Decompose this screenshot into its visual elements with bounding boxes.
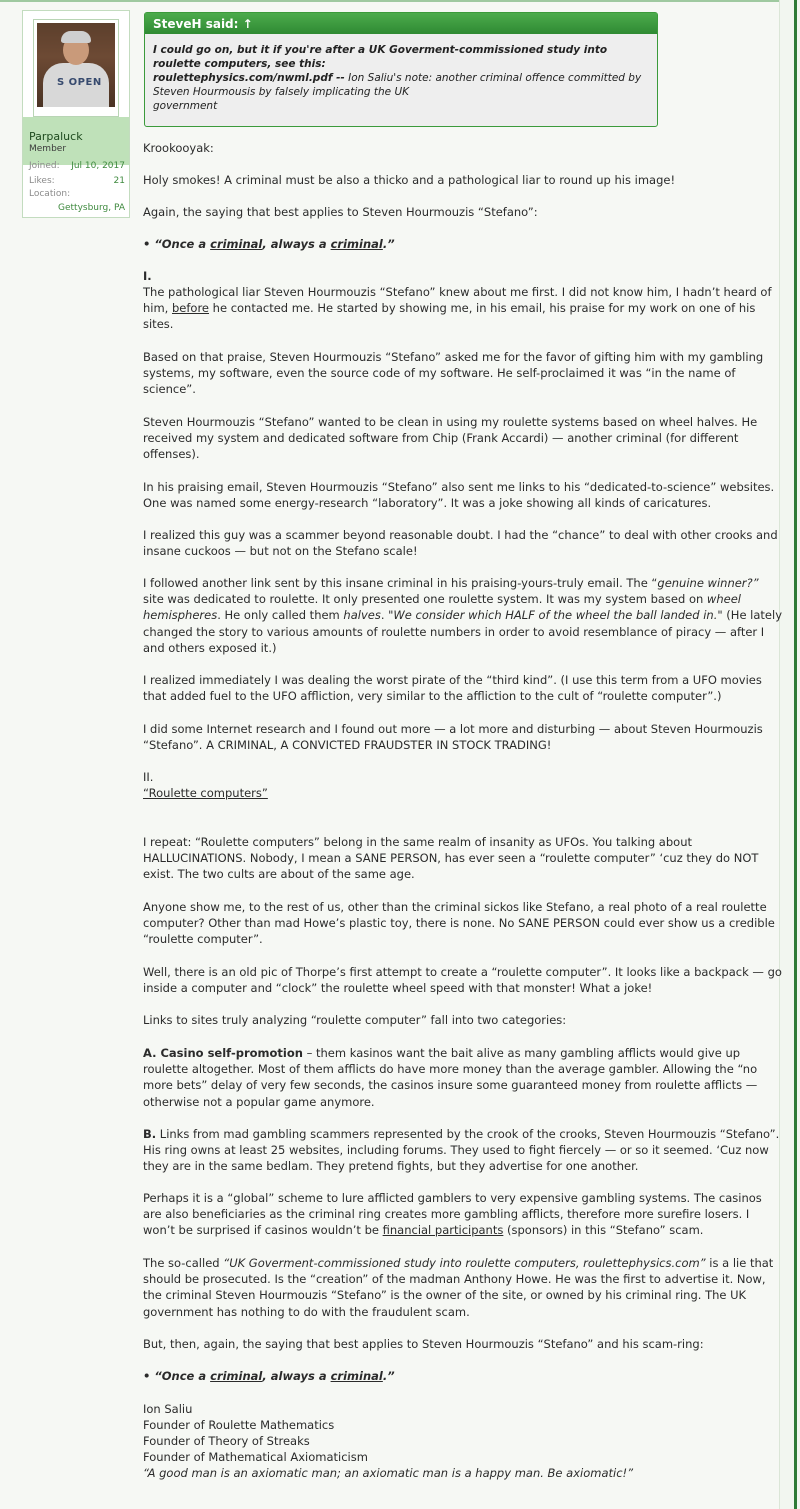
criminal-link[interactable]: criminal bbox=[210, 237, 263, 251]
text: Perhaps it is a “global” scheme to lure afflicted gamblers to very expensive gambling systems. The casinos are also beneficiaries as the criminal ring creates more gambling afflicts, therefore more surefire losers. I won’t be surprised if casinos wouldn’t be bbox=[143, 1191, 762, 1238]
joined-label: Joined: bbox=[29, 161, 60, 171]
joined-row bbox=[29, 161, 125, 171]
likes-label: Likes: bbox=[29, 176, 55, 186]
text: is a lie that should be prosecuted. Is the “creation” of the madman Anthony Howe. He was the first to advertise it. Now, the criminal Steven Hourmouzis “Stefano” is the owner of the site, or owned by his criminal ring. The UK government has nothing to do with the fraudulent scam. bbox=[143, 1256, 774, 1319]
quote-line-1: I could go on, but it if you're after a UK Goverment-commissioned study into bbox=[153, 44, 608, 56]
location-value[interactable]: Gettysburg, PA bbox=[58, 203, 125, 213]
motto-2 bbox=[143, 1368, 783, 1384]
roulette-computers-link[interactable]: “Roulette computers” bbox=[143, 786, 268, 800]
text: The so-called bbox=[143, 1256, 224, 1270]
text: B. bbox=[143, 1127, 157, 1141]
text: – them kasinos want the bait alive as many gambling afflicts would give up roulette altogether. Most of them afflicts do have more money than the average gambler. Allowing the “no more bets” delay of very few seconds, the casinos insure some guaranteed money from roulette afflicts — otherwise not a popular game anymore. bbox=[143, 1046, 758, 1109]
text: genuine winner?” bbox=[657, 576, 759, 590]
avatar-cap bbox=[61, 31, 91, 43]
quote-link[interactable]: roulettephysics.com/nwml.pdf -- bbox=[153, 72, 345, 84]
motto-text: .” bbox=[382, 1369, 395, 1383]
signature-line-2: Founder of Theory of Streaks bbox=[143, 1434, 310, 1448]
text: Links from mad gambling scammers represented by the crook of the crooks, Steven Hourmouzis “Stefano”. His ring owns at least 25 websites, including forums. They used to fight fiercely — or so it seemed. ‘Cuz now they are in the same bedlam. They pretend fights, but they advertise for one another. bbox=[143, 1127, 780, 1174]
text: “UK Goverment-commissioned study into roulette computers, roulettephysics.com” bbox=[223, 1256, 706, 1270]
paragraph-16 bbox=[143, 1255, 783, 1320]
text: (sponsors) in this “Stefano” scam. bbox=[503, 1223, 704, 1238]
motto-text: “Once a bbox=[154, 237, 211, 251]
section-one-heading: I. bbox=[143, 269, 152, 283]
text: . He only called them bbox=[217, 608, 344, 623]
username-link[interactable]: Parpaluck bbox=[29, 130, 83, 143]
bullet: • bbox=[143, 237, 155, 251]
paragraph-holy: Holy smokes! A criminal must be also a thicko and a pathological liar to round up his image! bbox=[143, 173, 676, 187]
quote-note-2: Steven Hourmousis by falsely implicating the UK bbox=[153, 86, 410, 98]
page-edge-stripe bbox=[794, 0, 797, 1509]
criminal-link[interactable]: criminal bbox=[330, 237, 383, 251]
paragraph-15 bbox=[143, 1190, 783, 1239]
paragraph-6 bbox=[143, 575, 783, 656]
user-title: Member bbox=[29, 144, 67, 154]
text: halves bbox=[343, 608, 381, 623]
before-link[interactable]: before bbox=[172, 301, 210, 316]
quote-body bbox=[145, 34, 657, 113]
avatar-shirt-text: S OPEN bbox=[57, 77, 102, 88]
motto-text: “Once a bbox=[154, 1369, 211, 1383]
signature-line-3: Founder of Mathematical Axiomaticism bbox=[143, 1450, 368, 1464]
text: "We consider which HALF of the wheel the ball landed in." bbox=[388, 608, 723, 623]
likes-row bbox=[29, 176, 125, 186]
greeting: Krookooyak: bbox=[143, 141, 214, 155]
bullet: • bbox=[143, 1369, 155, 1383]
section-two-heading: II. bbox=[143, 770, 154, 784]
text: site was dedicated to roulette. It only presented one roulette system. It was my system based on bbox=[143, 592, 707, 607]
paragraph-5: I realized this guy was a scammer beyond reasonable doubt. I had the “chance” to deal with other crooks and insane cuckoos — but not on the Stefano scale! bbox=[143, 528, 778, 559]
financial-participants-link[interactable]: financial participants bbox=[382, 1223, 504, 1238]
paragraph-10: Anyone show me, to the rest of us, other than the criminal sickos like Stefano, a real photo of a real roulette computer? Other than mad Howe’s plastic toy, there is none. No SANE PERSON could ever show us a credible “roulette computer”. bbox=[143, 900, 775, 947]
paragraph-7: I realized immediately I was dealing the worst pirate of the “third kind”. (I use this term from a UFO movies that added fuel to the UFO affliction, very similar to the affliction to the cult of “roulette computer”.) bbox=[143, 673, 762, 704]
motto-1 bbox=[143, 236, 783, 252]
text: (He lately changed the story to various amounts of roulette numbers in order to avoid resemblance of piracy — after I and others exposed it.) bbox=[143, 608, 783, 655]
motto-text: , always a bbox=[262, 1369, 331, 1383]
quote-note-1: Ion Saliu's note: another criminal offence committed by bbox=[344, 72, 642, 84]
text: The pathological liar Steven Hourmouzis “Stefano” knew about me first. I did not know him, I hadn’t heard of him, bbox=[143, 285, 772, 316]
avatar-frame[interactable] bbox=[33, 19, 119, 117]
signature-quote: “A good man is an axiomatic man; an axiomatic man is a happy man. Be axiomatic!” bbox=[143, 1466, 634, 1480]
quote-author-link[interactable]: SteveH said: ↑ bbox=[145, 13, 657, 34]
quote-line-3 bbox=[153, 71, 649, 85]
text: wheel hemispheres bbox=[143, 592, 741, 623]
top-divider bbox=[0, 0, 780, 2]
signature-name: Ion Saliu bbox=[143, 1402, 193, 1416]
avatar[interactable] bbox=[37, 23, 115, 107]
quote-line-2: roulette computers, see this: bbox=[153, 58, 326, 70]
text: . bbox=[380, 608, 389, 623]
text: he contacted me. He started by showing me, in his email, his praise for my work on one of his sites. bbox=[143, 301, 756, 332]
user-name-band bbox=[23, 117, 129, 165]
paragraph-12: Links to sites truly analyzing “roulette computer” fall into two categories: bbox=[143, 1013, 567, 1027]
location-label: Location: bbox=[29, 189, 71, 199]
paragraph-11: Well, there is an old pic of Thorpe’s first attempt to create a “roulette computer”. It looks like a backpack — go inside a computer and “clock” the roulette wheel speed with that monster! What a joke! bbox=[143, 965, 782, 996]
likes-value[interactable]: 21 bbox=[113, 176, 125, 186]
quote-block bbox=[144, 12, 658, 127]
user-info-panel bbox=[22, 10, 130, 218]
motto-text: , always a bbox=[262, 237, 331, 251]
paragraph-again: Again, the saying that best applies to Steven Hourmouzis “Stefano”: bbox=[143, 205, 538, 219]
paragraph-8: I did some Internet research and I found out more — a lot more and disturbing — about Steven Hourmouzis “Stefano”. A CRIMINAL, A CONVICTED FRAUDSTER IN STOCK TRADING! bbox=[143, 722, 763, 753]
criminal-link[interactable]: criminal bbox=[330, 1369, 383, 1383]
signature-line-1: Founder of Roulette Mathematics bbox=[143, 1418, 335, 1432]
location-row bbox=[29, 189, 125, 199]
paragraph-1 bbox=[143, 284, 783, 333]
joined-value: Jul 10, 2017 bbox=[71, 161, 125, 171]
text: A. Casino self-promotion bbox=[143, 1046, 303, 1060]
paragraph-14 bbox=[143, 1126, 783, 1175]
paragraph-13 bbox=[143, 1045, 783, 1110]
text: I followed another link sent by this insane criminal in his praising-yours-truly email. The “ bbox=[143, 576, 658, 590]
motto-text: .” bbox=[382, 237, 395, 251]
paragraph-4: In his praising email, Steven Hourmouzis “Stefano” also sent me links to his “dedicated-to-science” websites. One was named some energy-research “laboratory”. It was a joke showing all kinds of caricatures. bbox=[143, 480, 775, 511]
paragraph-9: I repeat: “Roulette computers” belong in the same realm of insanity as UFOs. You talking about HALLUCINATIONS. Nobody, I mean a SANE PERSON, has ever seen a “roulette computer” ‘cuz they do NOT exist. The two cults are about of the same age. bbox=[143, 835, 759, 882]
paragraph-17: But, then, again, the saying that best applies to Steven Hourmouzis “Stefano” and his scam-ring: bbox=[143, 1337, 704, 1351]
criminal-link[interactable]: criminal bbox=[210, 1369, 263, 1383]
quote-note-3: government bbox=[153, 100, 218, 112]
paragraph-3: Steven Hourmouzis “Stefano” wanted to be clean in using my roulette systems based on wheel halves. He received my system and dedicated software from Chip (Frank Accardi) — another criminal (for different offenses). bbox=[143, 415, 758, 462]
paragraph-2: Based on that praise, Steven Hourmouzis “Stefano” asked me for the favor of gifting him with my gambling systems, my software, even the source code of my software. He self-proclaimed it was “in the name of science”. bbox=[143, 350, 764, 397]
